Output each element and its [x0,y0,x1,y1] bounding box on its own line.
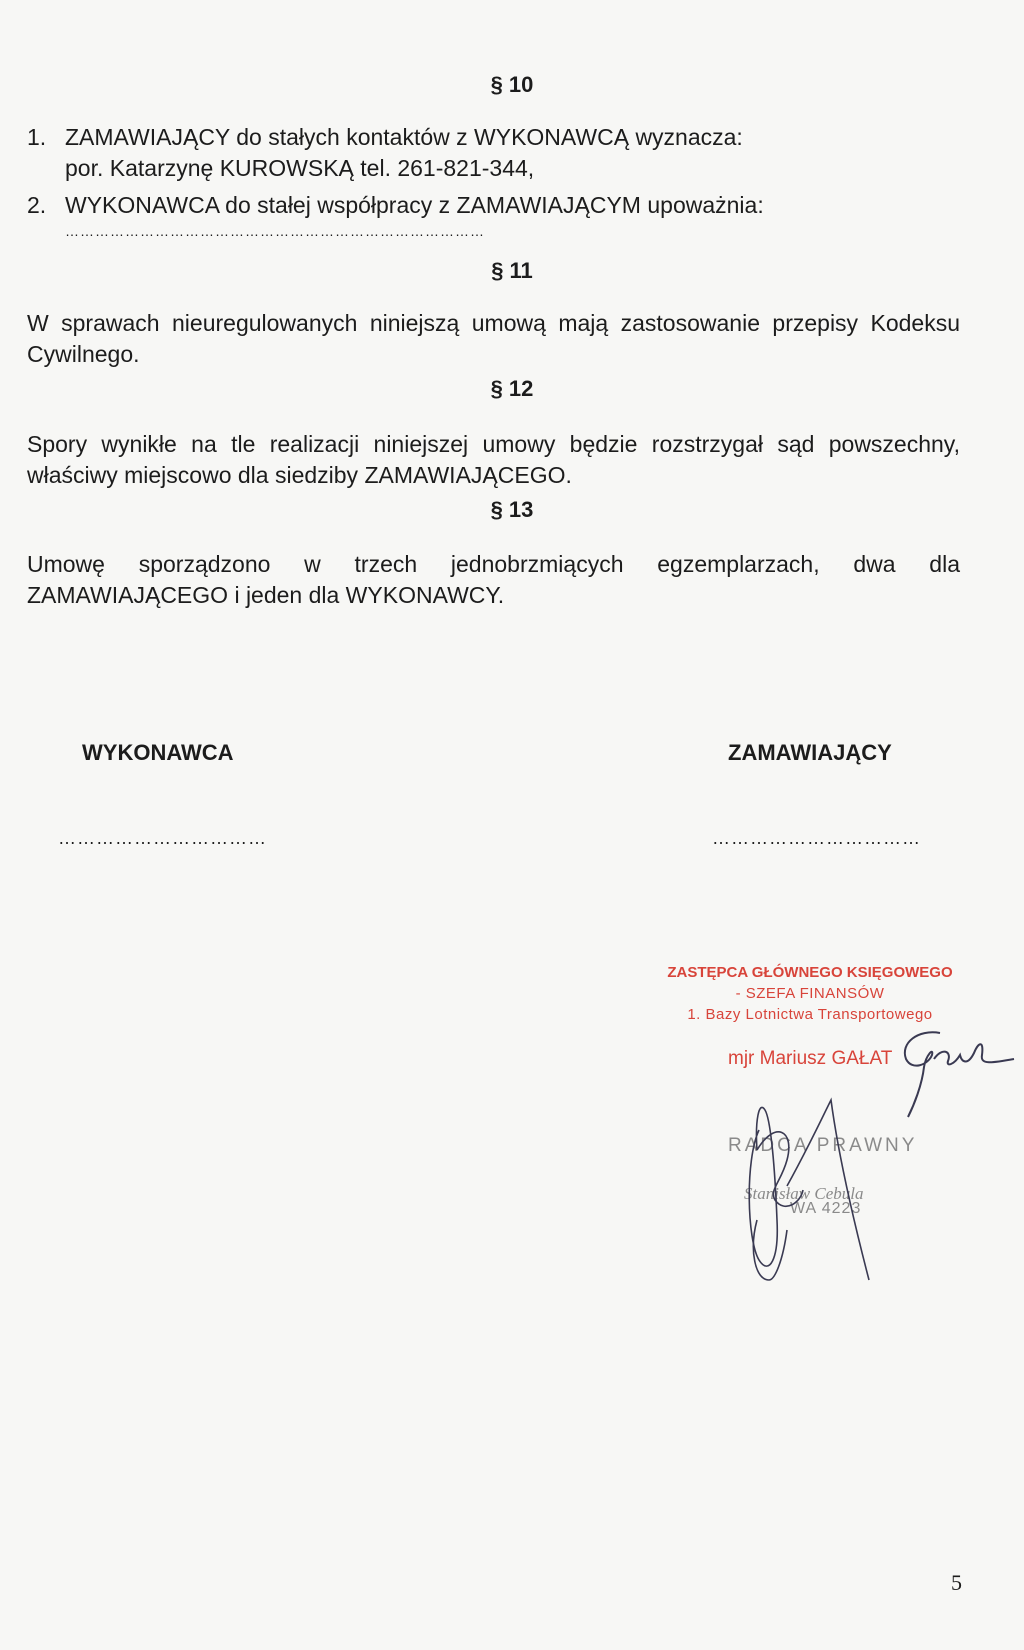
finance-stamp-line2: - SZEFA FINANSÓW [735,985,885,1002]
contractor-signature-line: …………………………… [58,828,267,848]
finance-stamp-name: mjr Mariusz GAŁAT [728,1048,893,1069]
section-12-text: Spory wynikłe na tle realizacji niniejszej umowy będzie rozstrzygał sąd powszechny, właściwy miejscowo dla siedziby ZAMAWIAJĄCEGO. [27,431,960,488]
orderer-signature-line: …………………………… [712,828,921,848]
section-13-text: Umowę sporządzono w trzech jednobrzmiących egzemplarzach, dwa dla ZAMAWIAJĄCEGO i jeden dla WYKONAWCY. [27,551,960,608]
handwritten-signature-galat [888,1025,1016,1125]
section-12-heading: § 12 [490,376,534,401]
section-10-heading: § 10 [490,72,534,97]
legal-stamp-number: WA 4223 [790,1200,862,1217]
legal-stamp-name: Stanisław Cebula [744,1184,864,1203]
legal-stamp-title: RADCA PRAWNY [728,1135,918,1156]
finance-stamp-line1: ZASTĘPCA GŁÓWNEGO KSIĘGOWEGO [667,964,953,981]
list-item-2-line1: WYKONAWCA do stałej współpracy z ZAMAWIAJĄCYM upoważnia: [65,192,764,218]
list-item-number: 2. [27,192,47,218]
section-11-text: W sprawach nieuregulowanych niniejszą umową mają zastosowanie przepisy Kodeksu Cywilnego. [27,310,960,367]
contractor-label: WYKONAWCA [82,740,234,765]
list-item-2 [65,190,965,241]
list-item-1-line2: por. Katarzynę KUROWSKĄ tel. 261-821-344, [65,155,535,181]
list-item-number: 1. [27,124,47,150]
section-13-heading: § 13 [490,497,534,522]
list-item-1-line1: ZAMAWIAJĄCY do stałych kontaktów z WYKONAWCĄ wyznacza: [65,124,743,150]
list-item-1 [65,122,965,184]
orderer-label: ZAMAWIAJĄCY [728,740,892,765]
page-number: 5 [951,1570,962,1595]
list-item-2-blank-line: ………………………………………………………………………… [65,223,485,239]
finance-stamp-line3: 1. Bazy Lotnictwa Transportowego [687,1006,933,1023]
handwritten-signature-counsel [735,1090,875,1290]
finance-stamp [660,962,960,1025]
section-11-heading: § 11 [491,258,533,283]
